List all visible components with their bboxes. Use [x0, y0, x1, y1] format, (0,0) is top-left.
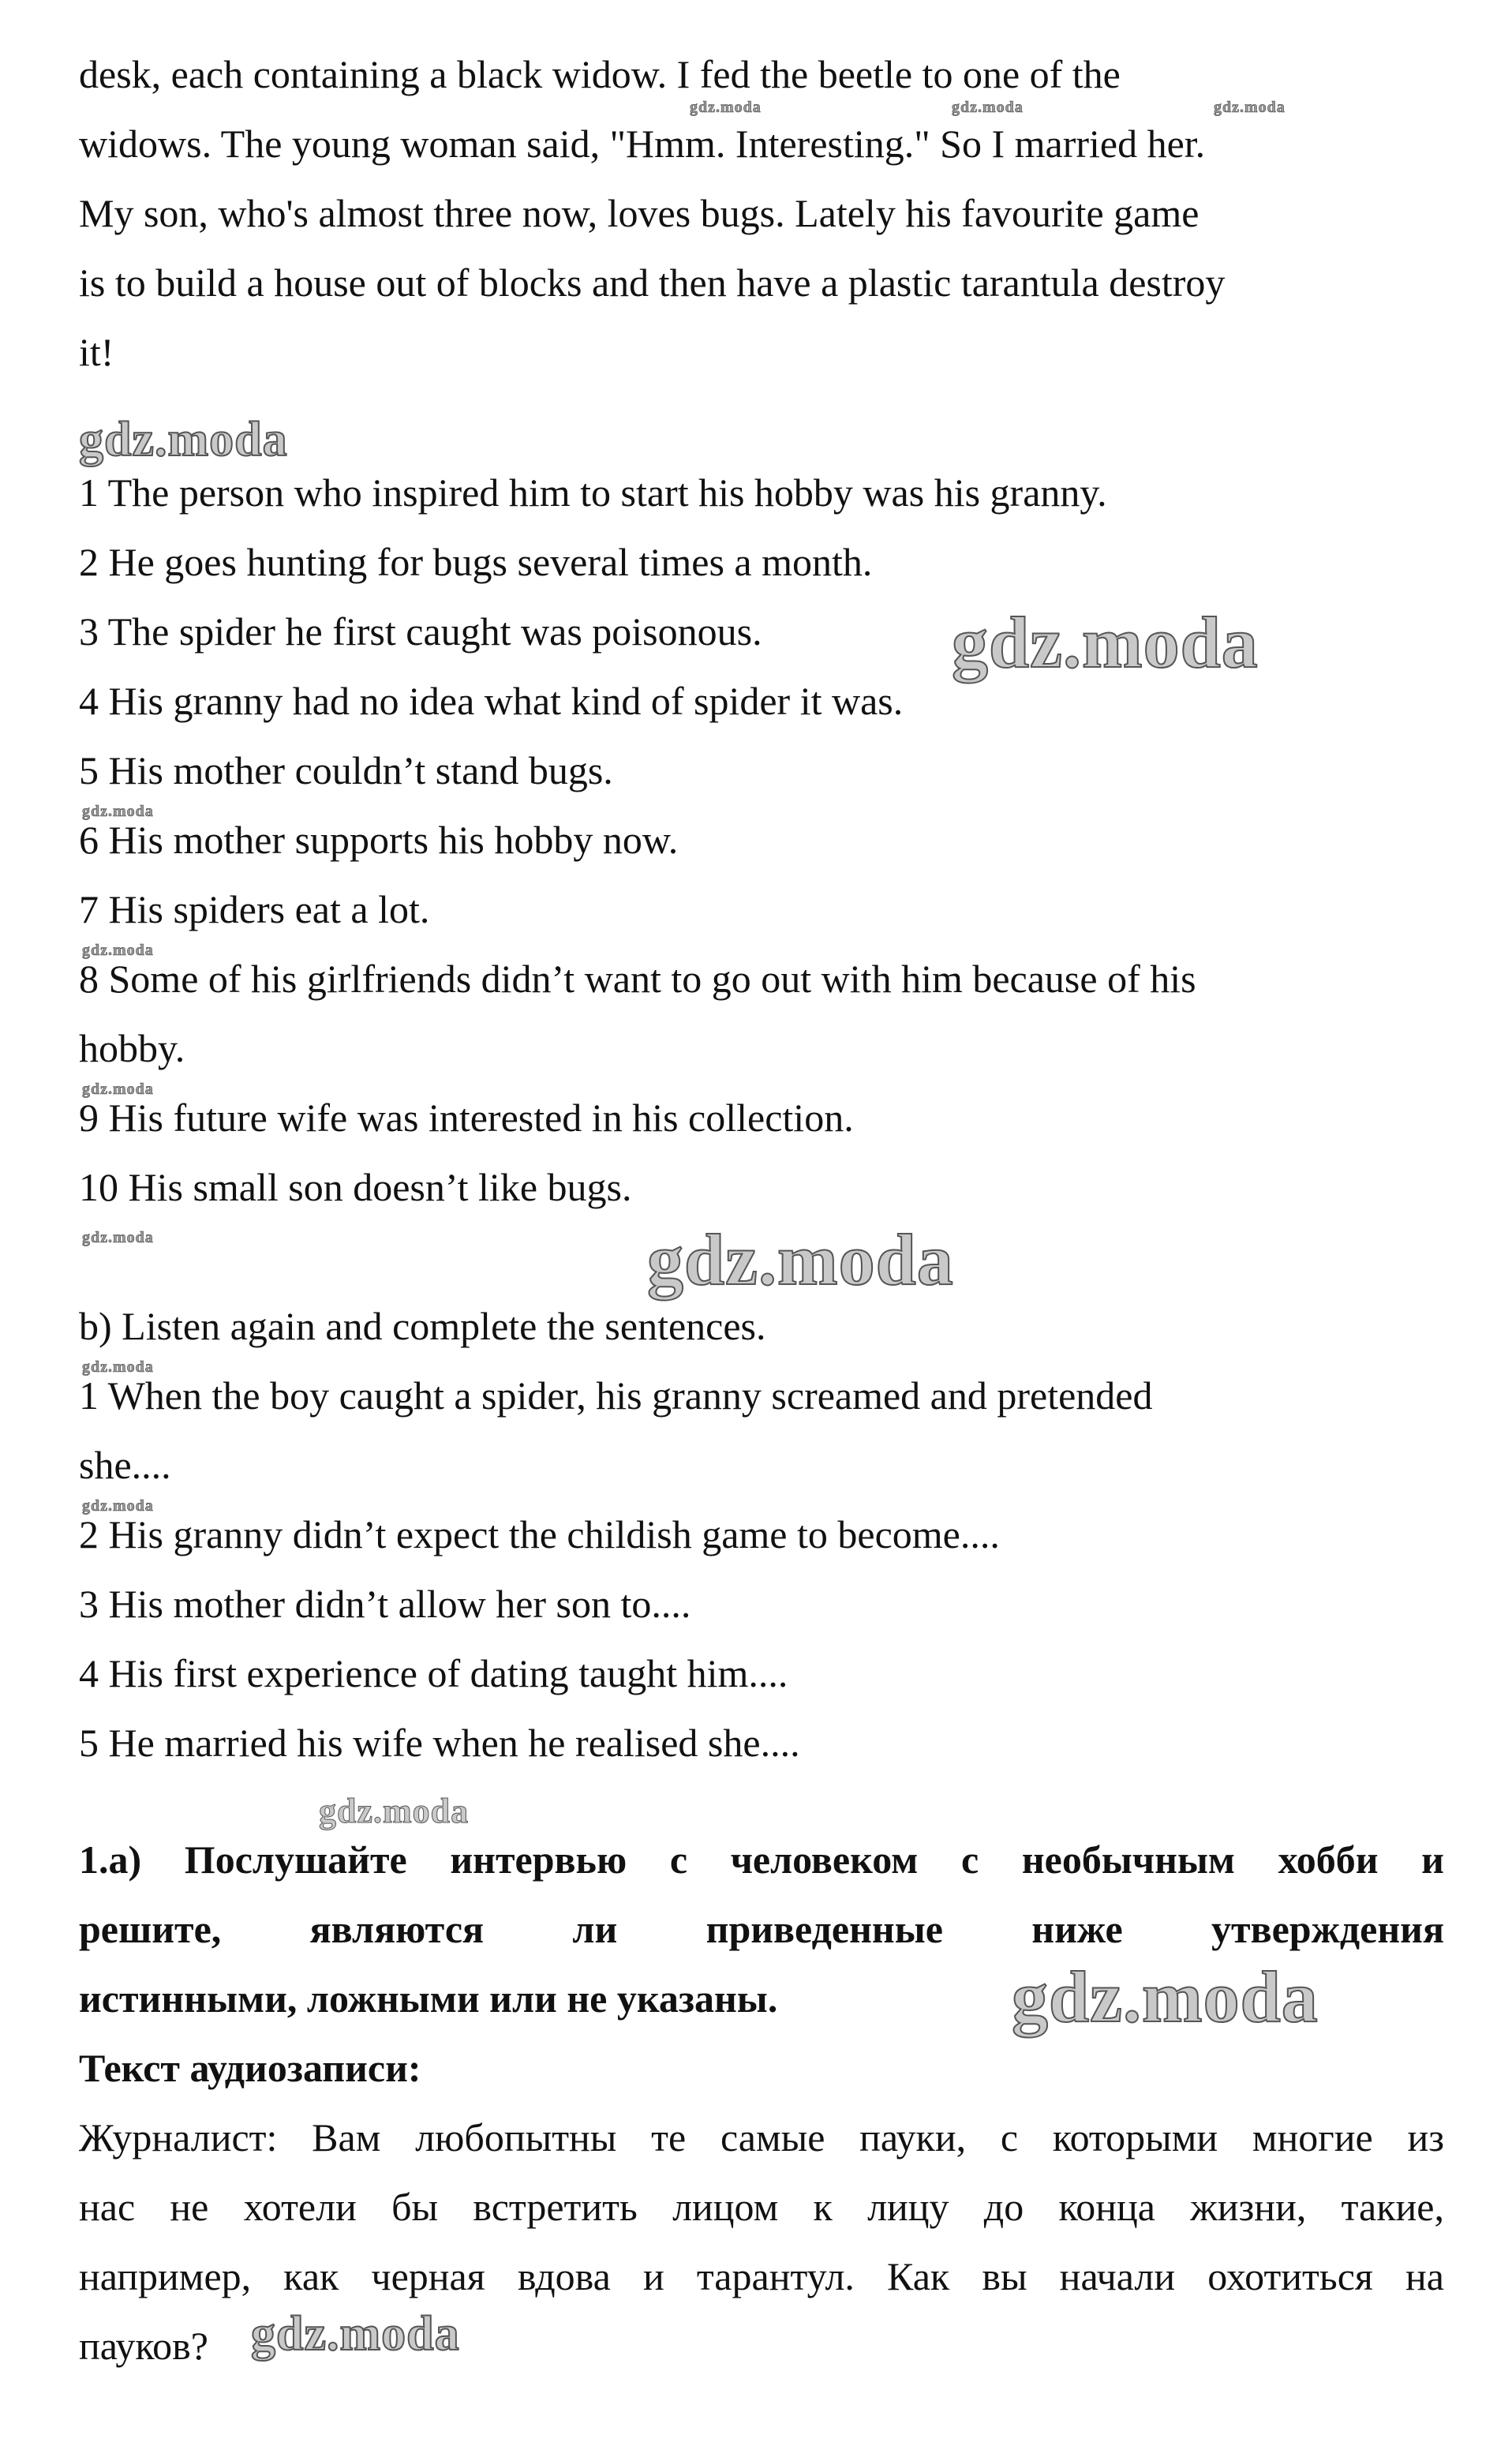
statement-item: 8 Some of his girlfriends didn’t want to go out with him because of his: [79, 957, 1196, 1001]
transcript-line: например, как черная вдова и тарантул. Как вы начали охотиться на: [79, 2254, 1444, 2298]
passage-line: is to build a house out of blocks and then have a plastic tarantula destroy: [79, 260, 1226, 305]
watermark: gdz.moda: [690, 99, 762, 116]
task-b-item: 5 He married his wife when he realised she....: [79, 1721, 800, 1765]
statement-item: 9 His future wife was interested in his collection.: [79, 1096, 854, 1140]
watermark: gdz.moda: [1012, 1957, 1319, 2037]
statement-item: hobby.: [79, 1026, 185, 1070]
watermark: gdz.moda: [82, 1358, 154, 1376]
task-b-heading: b) Listen again and complete the sentences.: [79, 1304, 766, 1348]
task-b-item: 1 When the boy caught a spider, his granny screamed and pretended: [79, 1373, 1153, 1418]
passage-line: it!: [79, 330, 114, 374]
watermark: gdz.moda: [319, 1792, 470, 1830]
passage-line: desk, each containing a black widow. I fed the beetle to one of the: [79, 52, 1121, 96]
watermark: gdz.moda: [82, 1081, 154, 1098]
task-b-item: 2 His granny didn’t expect the childish game to become....: [79, 1512, 1000, 1556]
watermark: gdz.moda: [82, 803, 154, 820]
watermark: gdz.moda: [952, 602, 1259, 683]
statement-item: 4 His granny had no idea what kind of spider it was.: [79, 679, 904, 723]
task-ru-heading-line: 1.а) Послушайте интервью с человеком с необычным хобби и: [79, 1837, 1444, 1882]
passage-line: widows. The young woman said, "Hmm. Interesting." So I married her.: [79, 122, 1206, 166]
transcript-line: Журналист: Вам любопытны те самые пауки, с которыми многие из: [79, 2115, 1444, 2159]
task-b-item: 4 His first experience of dating taught him....: [79, 1651, 788, 1695]
watermark: gdz.moda: [79, 413, 288, 466]
task-ru-heading-line: решите, являются ли приведенные ниже утверждения: [79, 1907, 1444, 1951]
watermark: gdz.moda: [647, 1219, 954, 1300]
statement-item: 10 His small son doesn’t like bugs.: [79, 1165, 632, 1209]
task-b-item: 3 His mother didn’t allow her son to....: [79, 1582, 691, 1626]
watermark: gdz.moda: [952, 99, 1024, 116]
statement-item: 1 The person who inspired him to start his hobby was his granny.: [79, 470, 1107, 515]
statement-item: 6 His mother supports his hobby now.: [79, 818, 679, 862]
watermark: gdz.moda: [82, 942, 154, 959]
task-ru-heading-line: истинными, ложными или не указаны.: [79, 1976, 778, 2021]
watermark: gdz.moda: [82, 1229, 154, 1246]
statement-item: 5 His mother couldn’t stand bugs.: [79, 748, 613, 792]
task-b-item: she....: [79, 1443, 171, 1487]
passage-line: My son, who's almost three now, loves bugs. Lately his favourite game: [79, 191, 1199, 235]
statement-item: 2 He goes hunting for bugs several times a month.: [79, 540, 873, 584]
transcript-line: нас не хотели бы встретить лицом к лицу до конца жизни, такие,: [79, 2185, 1444, 2229]
transcript-line: пауков?: [79, 2324, 208, 2368]
watermark: gdz.moda: [1214, 99, 1286, 116]
watermark: gdz.moda: [251, 2307, 460, 2361]
transcript-label: Текст аудиозаписи:: [79, 2046, 421, 2090]
watermark: gdz.moda: [82, 1497, 154, 1515]
statement-item: 7 His spiders eat a lot.: [79, 887, 430, 931]
statement-item: 3 The spider he first caught was poisonous.: [79, 609, 762, 654]
